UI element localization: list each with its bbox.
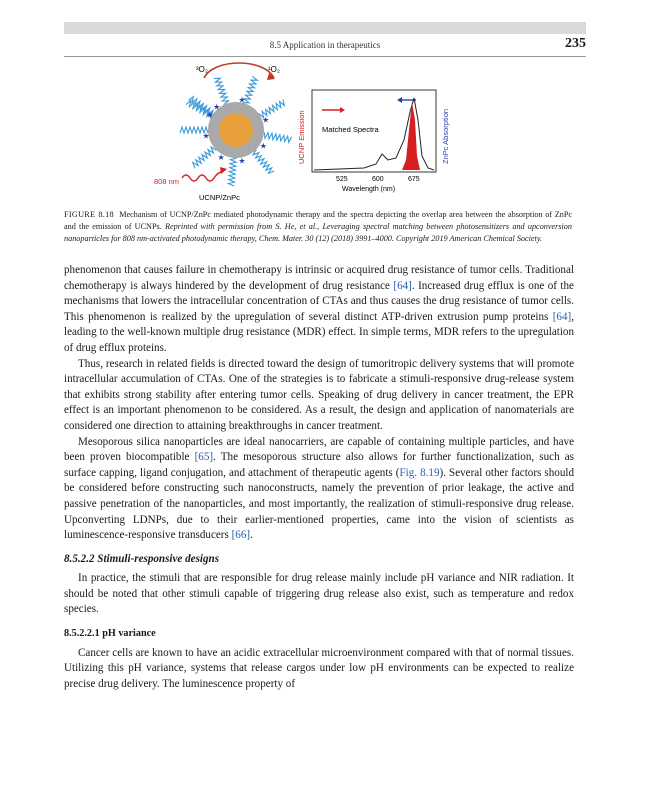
header-rule [64, 56, 586, 57]
caption-text: Mechanism of UCNP/ZnPc mediated photodynamic therapy and the spectra depicting the overlap area between the absorption of ZnPc and the emission of UCNPs. [64, 210, 573, 232]
paragraph [64, 435, 574, 544]
section-title: 8.5 Application in therapeutics [269, 40, 381, 50]
paragraph: Cancer cells are known to have an acidic extracellular microenvironment compared with that of normal tissues. Utilizing this pH variance, systems that release cargos under low pH environments can be expected to realize precise drug delivery. The luminescence property of [64, 646, 574, 690]
paragraph [64, 263, 574, 357]
photosensitizer-star: ★ [238, 95, 246, 105]
spectra-chart [297, 90, 450, 193]
text-run: . The mesoporous structure also allows for further functionalization, such as surface capping, ligand conjugation, and attachment of therapeutic agents ( [64, 451, 574, 479]
citation-link[interactable]: [64] [393, 279, 412, 292]
section-heading: 8.5.2.2 Stimuli-responsive designs [64, 552, 220, 565]
figure-link[interactable]: Fig. 8.19 [399, 466, 440, 479]
ligand-spring [228, 158, 236, 186]
ligand-spring [214, 78, 229, 105]
figure-8-18 [64, 60, 586, 210]
emission-legend-arrowhead [340, 107, 345, 113]
photosensitizer-star: ★ [262, 115, 270, 125]
x-axis-label: Wavelength (nm) [342, 186, 396, 193]
y-axis-right-label: ZnPc Absorption [441, 108, 450, 164]
paragraph: Thus, research in related fields is directed toward the design of tumoritropic delivery systems that will promote intracellular accumulation of CTAs. One of the strategies is to fabricate a stimuli-responsive drug-release system that exhibits strong stability after entering tumor cells. Speaking of drug delivery in cancer treatment, the EPR effect is an important phenomenon to be considered. As a result, the design and application of nanomaterials are considered one direction to attaining breakthroughs in cancer treatment. [64, 357, 574, 432]
triplet-oxygen-label: ³O₂ [196, 65, 208, 74]
ligand-spring [253, 150, 274, 174]
text-run: . [250, 529, 253, 542]
x-tick-label: 600 [372, 176, 384, 183]
photosensitizer-star: ★ [238, 156, 246, 166]
matched-spectra-label: Matched Spectra [322, 125, 379, 134]
paragraph: In practice, the stimuli that are responsible for drug release mainly include pH variance and NIR radiation. It should be noted that other stimuli capable of triggering drug release also exist, such as temperature and redox species. [64, 572, 574, 616]
photosensitizer-star: ★ [202, 131, 210, 141]
photosensitizer-star: ★ [206, 110, 214, 120]
singlet-oxygen-label: ¹O₂ [268, 65, 280, 74]
page-number: 235 [565, 36, 586, 51]
citation-link[interactable]: [65] [194, 451, 214, 464]
caption-credit: Reprinted with permission from S. He, et al., Leveraging spectral matching between photosensitizers and upconversion nanoparticles for 808 nm-activated photodynamic therapy, Chem. Mater. 30 (12) (2018) 3991–4000. Copyright 2019 American Chemical Society. [64, 222, 572, 244]
nir-excitation-wave [182, 172, 222, 181]
particle-core [219, 113, 253, 147]
photosensitizer-star: ★ [213, 102, 221, 112]
x-tick-label: 675 [408, 176, 420, 183]
text-run: Mesoporous silica nanoparticles are ideal nanocarriers, are capable of containing multiple particles, and have been proven biocompatible [64, 435, 574, 464]
x-tick-label: 525 [336, 176, 348, 183]
citation-link[interactable]: [66] [231, 529, 251, 542]
ligand-spring [264, 132, 292, 142]
text-run: ). Several other factors should be considered before constructing such nanoconstructs, namely the prevention of prior leakage, the active and passive penetration of the nanoparticles, and most importantly, the realization of stimuli-responsive drug release. Upconverting LDNPs, due to their earlier-mentioned properties, came into the vision of scientists as luminescence-responsive transducers [64, 466, 575, 542]
particle-label: UCNP/ZnPc [199, 193, 240, 202]
photosensitizer-star: ★ [217, 152, 225, 162]
figure-illustration [64, 60, 586, 210]
subsection-heading: 8.5.2.2.1 pH variance [64, 628, 156, 640]
photosensitizer-star: ★ [259, 141, 267, 151]
figure-caption [64, 209, 572, 246]
text-run: , leading to the well-known multiple drug resistance (MDR) effect. In simple terms, MDR refers to the upregulation of drug efflux proteins. [64, 310, 574, 354]
header-bar [64, 22, 586, 34]
citation-link[interactable]: [64] [552, 310, 572, 323]
excitation-label: 808 nm [154, 177, 180, 186]
body-text [64, 263, 574, 692]
y-axis-left-label: UCNP Emission [297, 110, 306, 164]
excitation-arrowhead [220, 167, 227, 174]
figure-label: FIGURE 8.18 [64, 210, 114, 219]
absorption-legend-arrowhead [397, 97, 402, 103]
running-head [64, 36, 586, 54]
text-run: . Increased drug efflux is one of the mechanisms that lowers the intracellular concentration of CTAs and thus causes the drug resistance of tumor cells. This phenomenon is realized by the upregulation of several distinct ATP-driven extrusion pump proteins [64, 279, 574, 323]
oxygen-conversion-arrow [204, 63, 274, 78]
text-run: phenomenon that causes failure in chemotherapy is intrinsic or acquired drug resistance of tumor cells. Traditional chemotherapy is always hindered by the development of drug resistance [64, 264, 574, 292]
ligand-spring [193, 147, 217, 168]
